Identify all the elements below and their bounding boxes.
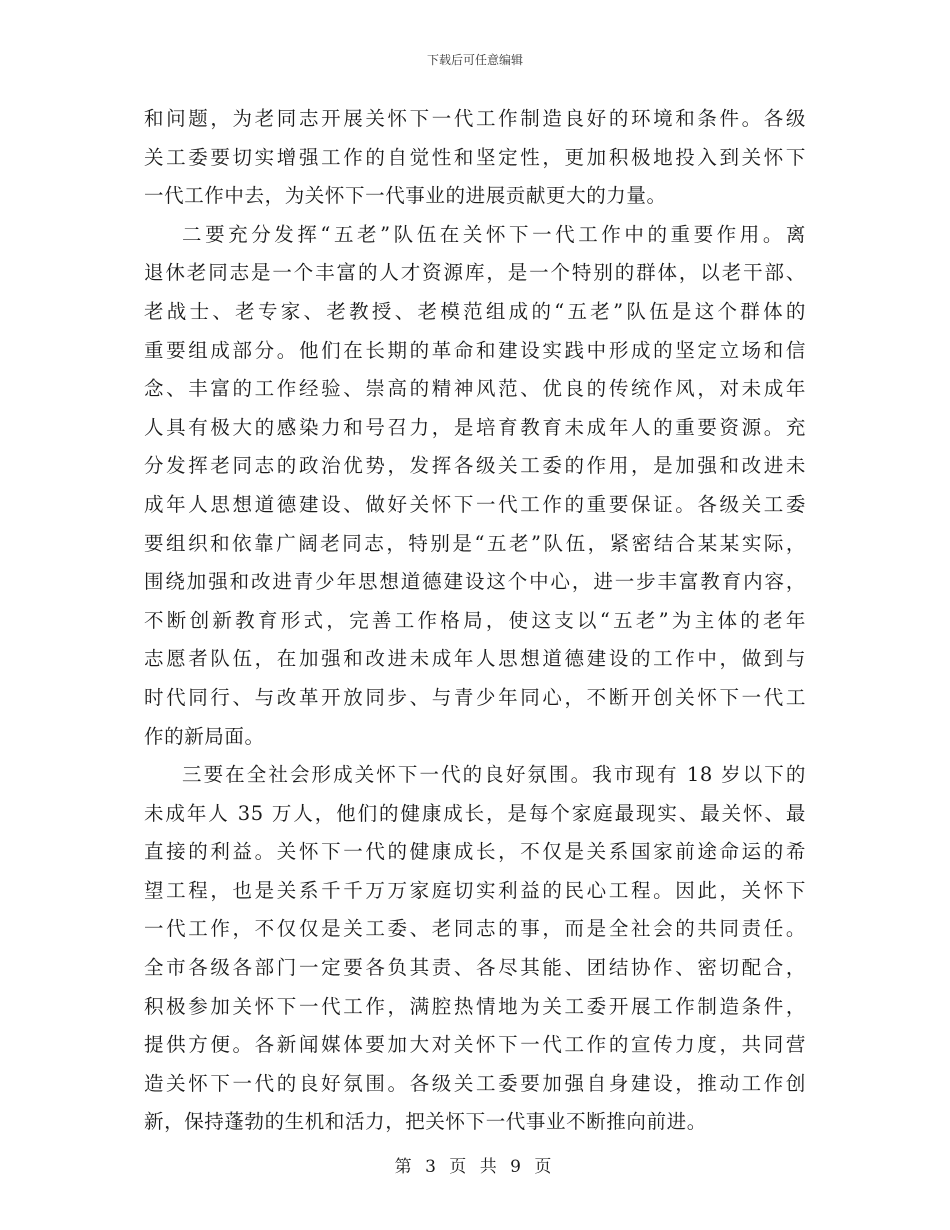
text-line: 不断创新教育形式，完善工作格局，使这支以“五老”为主体的老年 — [144, 608, 806, 632]
text-line: 志愿者队伍，在加强和改进未成年人思想道德建设的工作中，做到与 — [144, 647, 806, 671]
text-line: 直接的利益。关怀下一代的健康成长，不仅是关系国家前途命运的希 — [144, 840, 806, 864]
page-footer: 第 3 页 共 9 页 — [394, 1157, 556, 1177]
text-line: 围绕加强和改进青少年思想道德建设这个中心，进一步丰富教育内容， — [144, 570, 806, 594]
text-line: 和问题，为老同志开展关怀下一代工作制造良好的环境和条件。各级 — [144, 107, 806, 130]
text-line: 三要在全社会形成关怀下一代的良好氛围。我市现有 18 岁以下的 — [182, 763, 806, 787]
text-line: 一代工作中去，为关怀下一代事业的进展贡献更大的力量。 — [144, 184, 667, 208]
text-line: 分发挥老同志的政治优势，发挥各级关工委的作用，是加强和改进未 — [144, 454, 806, 478]
text-line: 二要充分发挥“五老”队伍在关怀下一代工作中的重要作用。离 — [182, 222, 806, 246]
paragraph-1 — [144, 100, 806, 216]
text-line: 造关怀下一代的良好氛围。各级关工委要加强自身建设，推动工作创 — [144, 1071, 806, 1095]
text-line: 人具有极大的感染力和号召力，是培育教育未成年人的重要资源。充 — [144, 415, 806, 439]
page-header: 下载后可任意编辑 — [426, 53, 523, 67]
text-line: 一代工作，不仅仅是关工委、老同志的事，而是全社会的共同责任。 — [144, 917, 806, 941]
text-line: 积极参加关怀下一代工作，满腔热情地为关工委开展工作制造条件， — [144, 994, 806, 1018]
text-line: 提供方便。各新闻媒体要加大对关怀下一代工作的宣传力度，共同营 — [144, 1033, 806, 1057]
paragraph-2 — [144, 216, 806, 756]
text-line: 关工委要切实增强工作的自觉性和坚定性，更加积极地投入到关怀下 — [144, 145, 806, 169]
text-line: 老战士、老专家、老教授、老模范组成的“五老”队伍是这个群体的 — [144, 299, 806, 323]
text-line: 望工程，也是关系千千万万家庭切实利益的民心工程。因此，关怀下 — [144, 878, 806, 902]
text-line: 时代同行、与改革开放同步、与青少年同心，不断开创关怀下一代工 — [144, 685, 806, 709]
text-line: 作的新局面。 — [144, 724, 265, 748]
text-line: 新，保持蓬勃的生机和活力，把关怀下一代事业不断推向前进。 — [144, 1110, 707, 1134]
text-line: 要组织和依靠广阔老同志，特别是“五老”队伍，紧密结合某某实际， — [144, 531, 806, 555]
text-line: 未成年人 35 万人，他们的健康成长，是每个家庭最现实、最关怀、最 — [144, 801, 806, 825]
text-line: 成年人思想道德建设、做好关怀下一代工作的重要保证。各级关工委 — [144, 492, 806, 516]
document-body — [144, 100, 806, 1142]
text-line: 念、丰富的工作经验、崇高的精神风范、优良的传统作风，对未成年 — [144, 377, 806, 401]
text-line: 退休老同志是一个丰富的人才资源库，是一个特别的群体，以老干部、 — [144, 261, 806, 285]
text-line: 重要组成部分。他们在长期的革命和建设实践中形成的坚定立场和信 — [144, 338, 806, 362]
paragraph-3 — [144, 756, 806, 1142]
text-line: 全市各级各部门一定要各负其责、各尽其能、团结协作、密切配合， — [144, 956, 806, 980]
